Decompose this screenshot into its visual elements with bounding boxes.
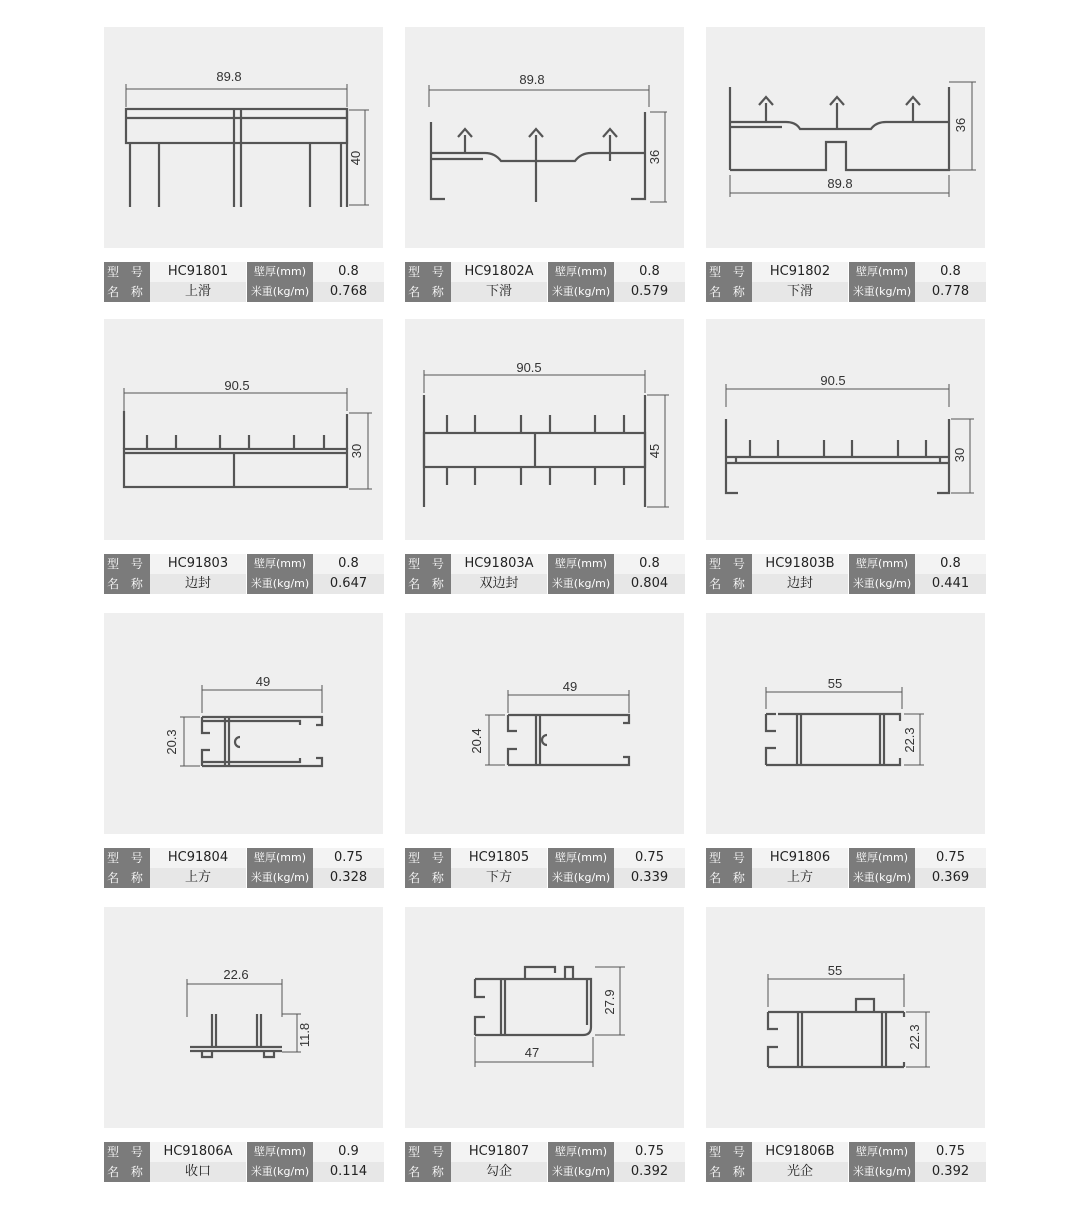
dim-width: 89.8: [827, 176, 853, 191]
product-card-hc91804: [104, 613, 383, 888]
profile-drawing: [405, 27, 684, 248]
spec-table: [405, 262, 685, 302]
profile-drawing: [706, 319, 985, 540]
product-card-hc91803b: [706, 319, 985, 594]
profile-drawing: [405, 907, 684, 1128]
dim-width: 49: [255, 674, 271, 689]
model-label: 型 号: [405, 848, 451, 868]
model-value: HC91806B: [752, 1142, 849, 1162]
model-value: HC91801: [150, 262, 247, 282]
model-label: 型 号: [706, 262, 752, 282]
dim-height: 30: [349, 443, 364, 459]
dim-height: 11.8: [297, 1022, 312, 1048]
spec-table: [405, 1142, 685, 1182]
name-label: 名 称: [706, 574, 752, 594]
profile-drawing: [706, 907, 985, 1128]
spec-table: [104, 848, 384, 888]
dim-width: 90.5: [516, 360, 542, 375]
model-label: 型 号: [706, 848, 752, 868]
product-card-hc91806a: [104, 907, 383, 1182]
wall-label: 壁厚(mm): [247, 1142, 314, 1162]
name-value: 勾企: [451, 1162, 548, 1182]
product-card-hc91802a: [405, 27, 684, 302]
profile-cross-section: [706, 319, 985, 540]
dim-width: 90.5: [224, 378, 250, 393]
wall-value: 0.8: [915, 262, 986, 282]
dim-width: 89.8: [216, 69, 242, 84]
name-label: 名 称: [104, 282, 150, 302]
profile-cross-section: [405, 613, 684, 834]
wall-value: 0.8: [614, 262, 685, 282]
dim-height: 45: [647, 443, 662, 459]
weight-value: 0.579: [614, 282, 685, 302]
profile-cross-section: [104, 319, 383, 540]
profile-drawing: [706, 613, 985, 834]
name-value: 光企: [752, 1162, 849, 1182]
model-value: HC91807: [451, 1142, 548, 1162]
spec-table: [706, 1142, 986, 1182]
spec-table: [104, 1142, 384, 1182]
product-card-hc91802: [706, 27, 985, 302]
profile-drawing: [104, 319, 383, 540]
profile-cross-section: [405, 907, 684, 1128]
product-card-hc91806: [706, 613, 985, 888]
spec-table: [405, 848, 685, 888]
dim-height: 27.9: [602, 989, 617, 1015]
dim-height: 20.3: [164, 729, 179, 755]
model-label: 型 号: [706, 1142, 752, 1162]
name-value: 下滑: [752, 282, 849, 302]
name-value: 下方: [451, 868, 548, 888]
wall-value: 0.8: [915, 554, 986, 574]
dim-width: 47: [524, 1045, 540, 1060]
profile-cross-section: [104, 907, 383, 1128]
name-label: 名 称: [706, 1162, 752, 1182]
model-value: HC91803B: [752, 554, 849, 574]
dim-width: 55: [827, 676, 843, 691]
weight-value: 0.778: [915, 282, 986, 302]
weight-label: 米重(kg/m): [849, 574, 916, 594]
model-label: 型 号: [405, 262, 451, 282]
profile-cross-section: [405, 319, 684, 540]
model-label: 型 号: [405, 554, 451, 574]
wall-value: 0.8: [313, 262, 384, 282]
wall-value: 0.75: [614, 848, 685, 868]
spec-table: [706, 554, 986, 594]
weight-value: 0.647: [313, 574, 384, 594]
model-label: 型 号: [104, 1142, 150, 1162]
profile-drawing: [104, 27, 383, 248]
dim-height: 30: [952, 447, 967, 463]
weight-label: 米重(kg/m): [247, 282, 314, 302]
profile-drawing: [104, 907, 383, 1128]
name-label: 名 称: [405, 1162, 451, 1182]
model-value: HC91803: [150, 554, 247, 574]
name-label: 名 称: [405, 282, 451, 302]
model-label: 型 号: [104, 262, 150, 282]
wall-label: 壁厚(mm): [849, 848, 916, 868]
weight-label: 米重(kg/m): [247, 1162, 314, 1182]
wall-value: 0.75: [915, 848, 986, 868]
name-value: 双边封: [451, 574, 548, 594]
wall-value: 0.75: [614, 1142, 685, 1162]
weight-value: 0.768: [313, 282, 384, 302]
weight-value: 0.392: [915, 1162, 986, 1182]
wall-label: 壁厚(mm): [247, 262, 314, 282]
wall-label: 壁厚(mm): [247, 554, 314, 574]
dim-width: 89.8: [519, 72, 545, 87]
wall-label: 壁厚(mm): [849, 262, 916, 282]
weight-label: 米重(kg/m): [548, 868, 615, 888]
name-value: 边封: [752, 574, 849, 594]
product-card-hc91803a: [405, 319, 684, 594]
model-value: HC91802A: [451, 262, 548, 282]
wall-label: 壁厚(mm): [548, 1142, 615, 1162]
name-label: 名 称: [706, 282, 752, 302]
model-label: 型 号: [104, 848, 150, 868]
weight-label: 米重(kg/m): [548, 574, 615, 594]
weight-label: 米重(kg/m): [548, 282, 615, 302]
dim-width: 90.5: [820, 373, 846, 388]
profile-cross-section: [706, 907, 985, 1128]
spec-table: [104, 554, 384, 594]
dim-height: 22.3: [907, 1024, 922, 1050]
model-value: HC91805: [451, 848, 548, 868]
profile-drawing: [405, 613, 684, 834]
model-value: HC91806A: [150, 1142, 247, 1162]
dim-height: 22.3: [902, 727, 917, 753]
model-value: HC91804: [150, 848, 247, 868]
wall-label: 壁厚(mm): [548, 262, 615, 282]
weight-label: 米重(kg/m): [247, 574, 314, 594]
name-label: 名 称: [706, 868, 752, 888]
weight-label: 米重(kg/m): [849, 1162, 916, 1182]
model-label: 型 号: [104, 554, 150, 574]
wall-value: 0.75: [915, 1142, 986, 1162]
weight-value: 0.114: [313, 1162, 384, 1182]
name-label: 名 称: [104, 868, 150, 888]
dim-height: 20.4: [469, 728, 484, 754]
name-value: 下滑: [451, 282, 548, 302]
name-label: 名 称: [405, 868, 451, 888]
wall-label: 壁厚(mm): [849, 554, 916, 574]
wall-label: 壁厚(mm): [849, 1142, 916, 1162]
model-label: 型 号: [405, 1142, 451, 1162]
wall-value: 0.8: [614, 554, 685, 574]
dim-width: 22.6: [223, 967, 249, 982]
spec-table: [706, 262, 986, 302]
model-value: HC91806: [752, 848, 849, 868]
product-card-hc91803: [104, 319, 383, 594]
weight-value: 0.392: [614, 1162, 685, 1182]
name-value: 边封: [150, 574, 247, 594]
wall-label: 壁厚(mm): [548, 554, 615, 574]
name-value: 上滑: [150, 282, 247, 302]
dim-height: 36: [647, 149, 662, 165]
product-card-hc91806b: [706, 907, 985, 1182]
name-label: 名 称: [104, 1162, 150, 1182]
model-value: HC91803A: [451, 554, 548, 574]
weight-value: 0.369: [915, 868, 986, 888]
model-value: HC91802: [752, 262, 849, 282]
weight-value: 0.328: [313, 868, 384, 888]
weight-value: 0.441: [915, 574, 986, 594]
wall-label: 壁厚(mm): [247, 848, 314, 868]
name-label: 名 称: [104, 574, 150, 594]
profile-cross-section: [405, 27, 684, 248]
model-label: 型 号: [706, 554, 752, 574]
wall-label: 壁厚(mm): [548, 848, 615, 868]
wall-value: 0.75: [313, 848, 384, 868]
dim-width: 55: [827, 963, 843, 978]
weight-label: 米重(kg/m): [247, 868, 314, 888]
weight-label: 米重(kg/m): [548, 1162, 615, 1182]
dim-width: 49: [562, 679, 578, 694]
spec-table: [706, 848, 986, 888]
dim-height: 36: [953, 117, 968, 133]
weight-label: 米重(kg/m): [849, 868, 916, 888]
name-label: 名 称: [405, 574, 451, 594]
profile-cross-section: [706, 27, 985, 248]
profile-drawing: [104, 613, 383, 834]
dim-height: 40: [348, 150, 363, 166]
spec-table: [405, 554, 685, 594]
profile-cross-section: [104, 613, 383, 834]
weight-value: 0.339: [614, 868, 685, 888]
product-card-hc91807: [405, 907, 684, 1182]
weight-label: 米重(kg/m): [849, 282, 916, 302]
weight-value: 0.804: [614, 574, 685, 594]
name-value: 上方: [752, 868, 849, 888]
name-value: 收口: [150, 1162, 247, 1182]
profile-drawing: [405, 319, 684, 540]
wall-value: 0.9: [313, 1142, 384, 1162]
wall-value: 0.8: [313, 554, 384, 574]
product-card-hc91805: [405, 613, 684, 888]
profile-drawing: [706, 27, 985, 248]
spec-table: [104, 262, 384, 302]
profile-cross-section: [104, 27, 383, 248]
profile-cross-section: [706, 613, 985, 834]
product-card-hc91801: [104, 27, 383, 302]
name-value: 上方: [150, 868, 247, 888]
